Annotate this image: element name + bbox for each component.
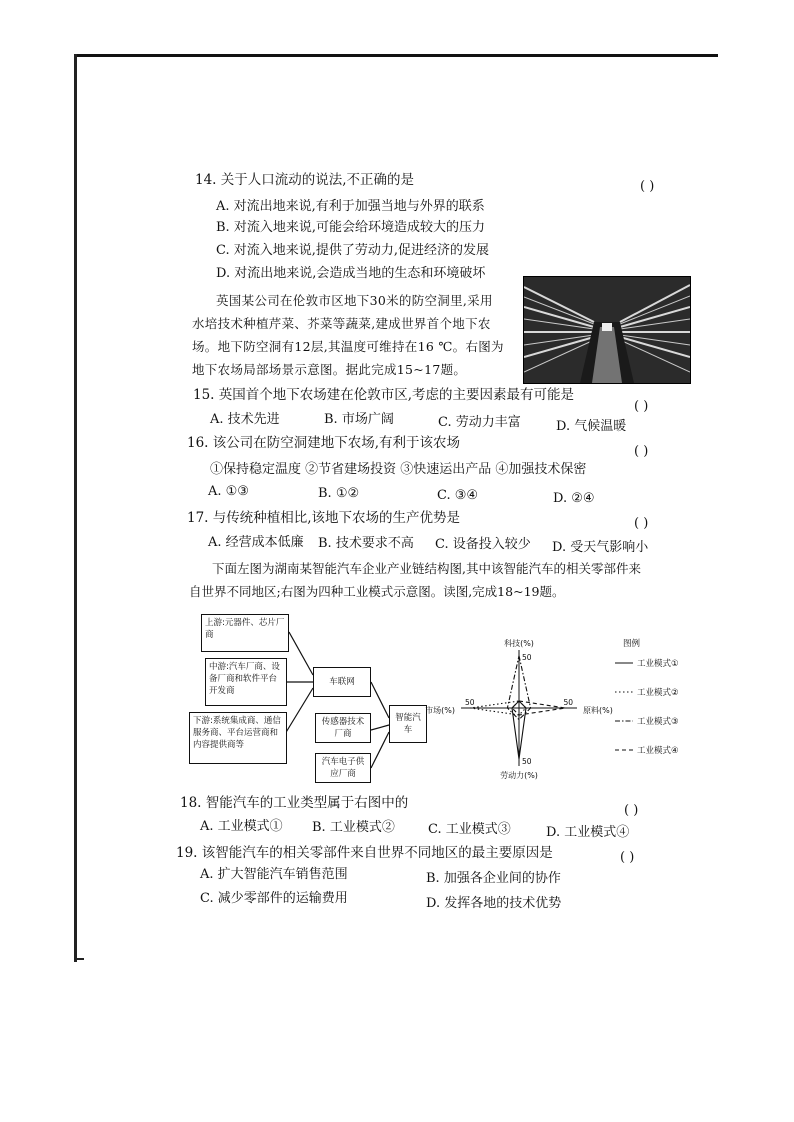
passage2-line1: 下面左图为湖南某智能汽车企业产业链结构图,其中该智能汽车的相关零部件来 [212, 561, 641, 576]
flow-downstream: 下游:系统集成商、通信服务商、平台运营商和内容提供商等 [189, 712, 287, 764]
radar-axis-label-0: 科技(%) [504, 639, 534, 648]
flow-upstream: 上游:元器件、芯片厂商 [201, 614, 289, 652]
radar-tick-right: 50 [563, 698, 573, 707]
radar-tick-bottom: 50 [522, 757, 532, 766]
passage1-line4: 地下农场局部场景示意图。据此完成15~17题。 [192, 362, 467, 377]
q18-option-b: B. 工业模式② [312, 820, 395, 835]
legend-label-4: 工业模式④ [637, 746, 679, 756]
page-frame-left [74, 54, 77, 962]
underground-farm-photo [523, 276, 691, 384]
q19-option-d: D. 发挥各地的技术优势 [426, 896, 562, 911]
q15-answer-bracket: ( ) [634, 399, 649, 414]
q14-option-c: C. 对流入地来说,提供了劳动力,促进经济的发展 [216, 243, 490, 258]
q14-answer-bracket: ( ) [640, 179, 655, 194]
radar-series [470, 656, 565, 759]
q18-option-c: C. 工业模式③ [428, 822, 511, 837]
q19-stem: 19. 该智能汽车的相关零部件来自世界不同地区的最主要原因是 [176, 845, 553, 861]
q16-statements: ①保持稳定温度 ②节省建场投资 ③快速运出产品 ④加强技术保密 [210, 462, 587, 477]
q15-option-a: A. 技术先进 [210, 412, 280, 427]
q19-answer-bracket: ( ) [620, 850, 635, 865]
radar-tick-top: 50 [522, 653, 532, 662]
q16-stem: 16. 该公司在防空洞建地下农场,有利于该农场 [187, 435, 461, 451]
q14-option-d: D. 对流出地来说,会造成当地的生态和环境破坏 [216, 266, 486, 281]
q16-option-c: C. ③④ [437, 488, 479, 503]
page-frame-bottom [74, 958, 84, 960]
q19-option-a: A. 扩大智能汽车销售范围 [200, 867, 348, 882]
q15-option-d: D. 气候温暖 [556, 419, 627, 434]
page-frame-top [75, 54, 718, 57]
legend-title: 图例 [623, 639, 641, 649]
legend-label-3: 工业模式③ [637, 717, 679, 727]
passage1-line2: 水培技术种植芹菜、芥菜等蔬菜,建成世界首个地下农 [192, 316, 491, 331]
q17-option-b: B. 技术要求不高 [318, 536, 414, 551]
q14-option-a: A. 对流出地来说,有利于加强当地与外界的联系 [216, 199, 485, 214]
radar-axes [461, 650, 577, 766]
radar-axis-label-2: 劳动力(%) [500, 771, 538, 780]
passage-underground-farm [192, 289, 522, 381]
q16-option-a: A. ①③ [208, 484, 249, 499]
q18-answer-bracket: ( ) [624, 803, 639, 818]
q15-stem: 15. 英国首个地下农场建在伦敦市区,考虑的主要因素最有可能是 [193, 387, 575, 403]
passage1-line3: 场。地下防空洞有12层,其温度可维持在16 ℃。右图为 [192, 339, 504, 354]
radar-legend [615, 638, 679, 756]
passage2-line2: 自世界不同地区;右图为四种工业模式示意图。读图,完成18~19题。 [189, 584, 565, 599]
legend-label-2: 工业模式② [637, 688, 679, 698]
legend-label-1: 工业模式① [637, 659, 679, 669]
q17-option-d: D. 受天气影响小 [552, 540, 649, 555]
q15-option-c: C. 劳动力丰富 [438, 415, 521, 430]
q17-option-c: C. 设备投入较少 [435, 537, 531, 552]
radar-tick-left: 50 [465, 698, 475, 707]
q15-option-b: B. 市场广阔 [324, 412, 394, 427]
q18-stem: 18. 智能汽车的工业类型属于右图中的 [180, 795, 409, 811]
q17-answer-bracket: ( ) [634, 516, 649, 531]
q19-option-b: B. 加强各企业间的协作 [426, 871, 561, 886]
flow-electronics-supplier: 汽车电子供应厂商 [315, 753, 371, 783]
radar-axis-label-3: 市场(%) [425, 706, 455, 715]
q14-stem: 14. 关于人口流动的说法,不正确的是 [195, 172, 415, 188]
radar-axis-label-1: 原料(%) [583, 706, 613, 715]
flow-smart-car: 智能汽车 [389, 705, 427, 743]
q16-option-b: B. ①② [318, 486, 360, 501]
q19-option-c: C. 减少零部件的运输费用 [200, 891, 348, 906]
flow-midstream: 中游:汽车厂商、设备厂商和软件平台开发商 [205, 658, 287, 706]
q18-option-a: A. 工业模式① [200, 819, 283, 834]
flow-iov: 车联网 [313, 667, 371, 697]
q18-option-d: D. 工业模式④ [546, 825, 630, 840]
flow-sensor-maker: 传感器技术厂商 [315, 713, 371, 743]
passage1-line1: 英国某公司在伦敦市区地下30米的防空洞里,采用 [216, 293, 493, 308]
q16-answer-bracket: ( ) [634, 444, 649, 459]
q17-option-a: A. 经营成本低廉 [208, 535, 304, 550]
q17-stem: 17. 与传统种植相比,该地下农场的生产优势是 [187, 510, 461, 526]
q16-option-d: D. ②④ [553, 491, 595, 506]
q14-option-b: B. 对流入地来说,可能会给环境造成较大的压力 [216, 220, 485, 235]
radar-chart [425, 628, 720, 796]
